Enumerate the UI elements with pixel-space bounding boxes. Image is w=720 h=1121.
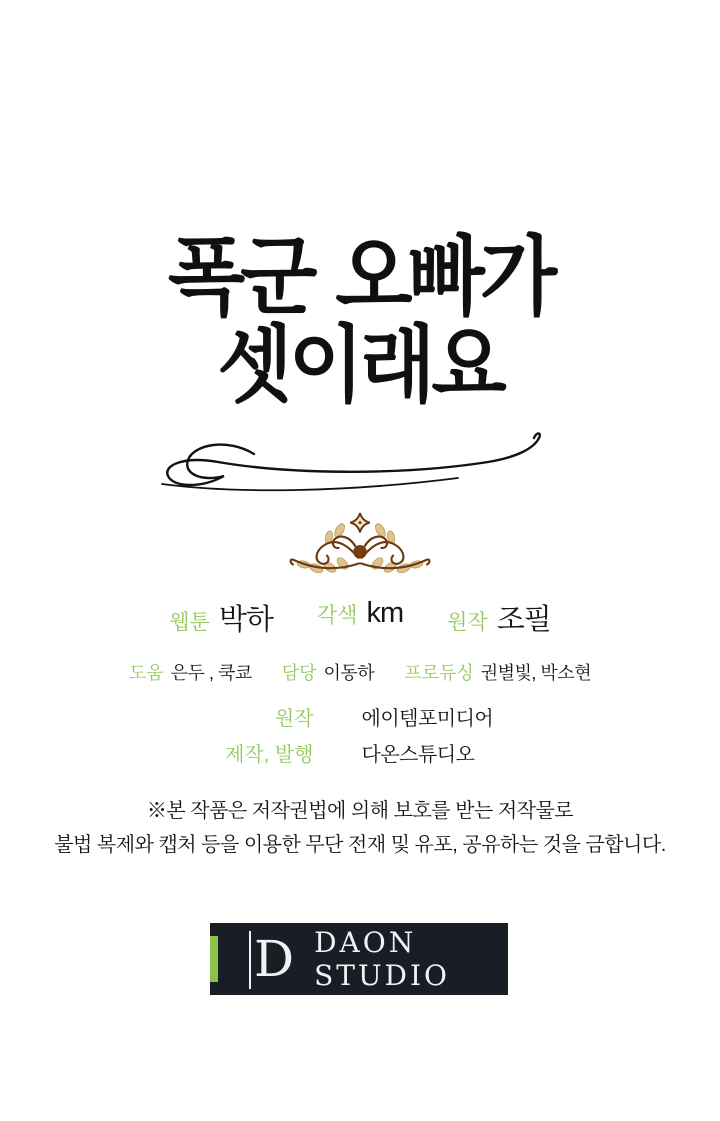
credit-name: km	[366, 597, 404, 629]
credit-label: 각색	[316, 604, 358, 627]
logo-green-bar	[210, 936, 218, 982]
credit-label: 웹툰	[169, 611, 210, 634]
credit-label: 원작	[447, 611, 488, 634]
copyright-line2: 불법 복제와 캡처 등을 이용한 무단 전재 및 유포, 공유하는 것을 금합니다.	[54, 834, 666, 856]
credit-help	[129, 659, 252, 685]
credit-name: 이동하	[323, 663, 375, 683]
credit-name: 은두 , 쿡쿄	[170, 663, 252, 683]
credit-name: 조필	[496, 604, 551, 636]
credit-row-production	[0, 738, 720, 767]
credit-label: 원작	[274, 708, 314, 730]
series-title-line1: 폭군 오빠가	[167, 225, 553, 328]
title-swash-flourish	[158, 420, 562, 492]
daon-monogram: D	[246, 934, 294, 984]
credit-producing	[404, 659, 591, 685]
copyright-notice	[0, 794, 720, 862]
credit-row-staff	[0, 659, 720, 685]
daon-studio-logo	[210, 923, 508, 995]
daon-studio-wordmark: DAON STUDIO	[314, 926, 451, 992]
credit-name: 에이템포미디어	[361, 708, 494, 730]
credit-webtoon	[169, 597, 273, 638]
credit-label: 프로듀싱	[404, 663, 474, 683]
floral-ornament	[287, 510, 433, 578]
credit-label: 담당	[281, 663, 317, 683]
series-title	[0, 225, 720, 415]
credit-name: 다온스튜디오	[361, 744, 475, 766]
copyright-line1: ※본 작품은 저작권법에 의해 보호를 받는 저작물로	[146, 800, 574, 822]
credit-name: 박하	[218, 604, 273, 636]
credit-label: 도움	[128, 663, 164, 683]
credit-name: 권별빛, 박소현	[480, 663, 592, 683]
credit-row-main	[0, 597, 720, 638]
credit-adaptation	[317, 597, 403, 638]
credit-manager	[282, 659, 374, 685]
credit-label: 제작, 발행	[225, 744, 314, 766]
credit-row-original-company	[0, 702, 720, 731]
series-title-line2: 셋이래요	[217, 316, 503, 415]
credit-original	[447, 597, 551, 638]
